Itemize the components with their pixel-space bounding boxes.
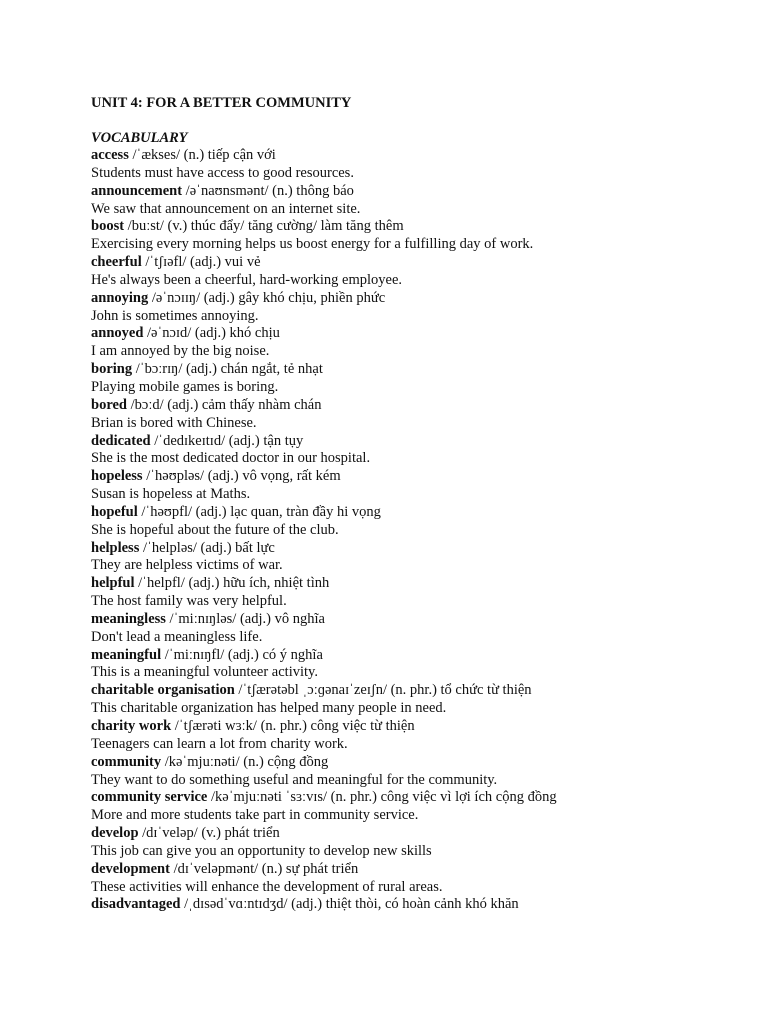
vocab-word: meaningless — [91, 610, 166, 627]
vocab-word: development — [91, 860, 170, 877]
vocab-definition: /ˈtʃærətəbl ˌɔːɡənaɪˈzeɪʃn/ (n. phr.) tổ chức từ thiện — [234, 682, 532, 699]
vocab-example: Exercising every morning helps us boost energy for a fulfilling day of work. — [91, 236, 534, 253]
vocab-entry — [91, 861, 751, 879]
vocab-definition: /ˈmiːnɪŋləs/ (adj.) vô nghĩa — [165, 610, 325, 627]
vocab-word: meaningful — [91, 646, 162, 663]
vocab-definition: /dɪˈveləp/ (v.) phát triển — [138, 825, 280, 842]
vocab-example: I am annoyed by the big noise. — [91, 343, 270, 360]
vocab-definition: /əˈnaʊnsmənt/ (n.) thông báo — [182, 182, 354, 199]
vocab-definition: /əˈnɔɪd/ (adj.) khó chịu — [143, 325, 280, 342]
vocab-entry — [91, 468, 751, 486]
vocab-entry — [91, 325, 751, 343]
vocab-definition: /dɪˈveləpmənt/ (n.) sự phát triển — [169, 860, 359, 877]
vocab-definition: /ˈhəʊpləs/ (adj.) vô vọng, rất kém — [142, 468, 341, 485]
vocab-word: cheerful — [91, 254, 142, 271]
vocab-example: They want to do something useful and meaningful for the community. — [91, 771, 498, 788]
vocab-entry — [91, 254, 751, 272]
vocab-word: community service — [91, 789, 208, 806]
vocab-example: She is the most dedicated doctor in our hospital. — [91, 450, 371, 467]
vocab-definition: /ˈhəʊpfl/ (adj.) lạc quan, tràn đầy hi vọng — [137, 503, 381, 520]
document-page — [91, 94, 751, 914]
vocab-example: This is a meaningful volunteer activity. — [91, 664, 318, 681]
vocab-example: She is hopeful about the future of the club. — [91, 521, 339, 538]
vocab-example: Brian is bored with Chinese. — [91, 414, 257, 431]
vocab-entry — [91, 433, 751, 451]
vocab-entry — [91, 290, 751, 308]
vocab-entry — [91, 218, 751, 236]
unit-title: UNIT 4: FOR A BETTER COMMUNITY — [91, 95, 352, 111]
vocab-entry — [91, 183, 751, 201]
vocab-entry — [91, 789, 751, 807]
vocab-entry — [91, 540, 751, 558]
vocab-example: John is sometimes annoying. — [91, 307, 259, 324]
vocab-definition: /ˈdedɪkeɪtɪd/ (adj.) tận tụy — [150, 432, 304, 449]
vocab-example: They are helpless victims of war. — [91, 557, 283, 574]
vocab-definition: /ˈækses/ (n.) tiếp cận với — [128, 147, 276, 163]
vocab-entry — [91, 575, 751, 593]
vocab-example: We saw that announcement on an internet site. — [91, 200, 361, 217]
vocab-definition: /bɔːd/ (adj.) cảm thấy nhàm chán — [127, 396, 322, 413]
vocab-word: helpless — [91, 539, 140, 556]
vocab-example: Students must have access to good resources. — [91, 164, 354, 181]
vocab-example: Playing mobile games is boring. — [91, 378, 279, 395]
vocab-definition: /ˌdɪsədˈvɑːntɪdʒd/ (adj.) thiệt thòi, có hoàn cảnh khó khăn — [180, 896, 519, 913]
vocab-word: bored — [91, 396, 127, 413]
vocab-entry — [91, 896, 751, 914]
vocab-word: develop — [91, 825, 139, 842]
vocab-entry — [91, 647, 751, 665]
vocab-definition: /ˈbɔːrɪŋ/ (adj.) chán ngắt, tẻ nhạt — [132, 361, 323, 378]
vocab-definition: /buːst/ (v.) thúc đẩy/ tăng cường/ làm tăng thêm — [124, 218, 404, 235]
vocab-definition: /ˈhelpləs/ (adj.) bất lực — [139, 539, 275, 556]
vocab-word: boring — [91, 361, 133, 378]
vocab-word: dedicated — [91, 432, 151, 449]
vocab-definition: /kəˈmjuːnəti/ (n.) cộng đồng — [161, 753, 329, 770]
vocab-word: charity work — [91, 718, 172, 734]
vocab-entry — [91, 611, 751, 629]
vocab-word: annoyed — [91, 325, 144, 342]
vocab-word: annoying — [91, 289, 149, 306]
vocab-example: The host family was very helpful. — [91, 593, 287, 610]
vocab-example: These activities will enhance the development of rural areas. — [91, 878, 443, 895]
vocab-entry — [91, 147, 751, 165]
vocab-word: boost — [91, 218, 125, 235]
vocab-word: access — [91, 147, 129, 163]
vocab-definition: /ˈmiːnɪŋfl/ (adj.) có ý nghĩa — [161, 646, 323, 663]
vocab-entry — [91, 825, 751, 843]
vocab-word: hopeless — [91, 468, 143, 485]
vocab-word: community — [91, 753, 162, 770]
vocabulary-list — [91, 147, 751, 914]
vocab-entry — [91, 397, 751, 415]
vocab-definition: /kəˈmjuːnəti ˈsɜːvɪs/ (n. phr.) công việc vì lợi ích cộng đồng — [207, 789, 557, 806]
section-heading: VOCABULARY — [91, 130, 188, 146]
vocab-entry — [91, 682, 751, 700]
vocab-word: helpful — [91, 575, 135, 592]
vocab-word: hopeful — [91, 503, 138, 520]
vocab-entry — [91, 361, 751, 379]
title-spacer — [91, 112, 751, 129]
vocab-word: disadvantaged — [91, 896, 181, 913]
vocab-definition: /ˈtʃærəti wɜːk/ (n. phr.) công việc từ thiện — [171, 718, 415, 734]
vocab-example: More and more students take part in community service. — [91, 807, 419, 824]
vocab-word: charitable organisation — [91, 682, 235, 699]
vocab-definition: /ˈtʃɪəfl/ (adj.) vui vẻ — [141, 254, 261, 271]
vocab-word: announcement — [91, 182, 183, 199]
vocab-example: Teenagers can learn a lot from charity work. — [91, 735, 348, 752]
vocab-example: This charitable organization has helped many people in need. — [91, 700, 447, 717]
vocab-example: Don't lead a meaningless life. — [91, 628, 263, 645]
vocab-entry — [91, 754, 751, 772]
vocab-example: He's always been a cheerful, hard-working employee. — [91, 271, 403, 288]
vocab-definition: /əˈnɔɪɪŋ/ (adj.) gây khó chịu, phiền phức — [148, 289, 386, 306]
vocab-entry — [91, 504, 751, 522]
vocab-definition: /ˈhelpfl/ (adj.) hữu ích, nhiệt tình — [134, 575, 330, 592]
vocab-example: This job can give you an opportunity to develop new skills — [91, 842, 432, 859]
vocab-example: Susan is hopeless at Maths. — [91, 486, 251, 503]
vocab-entry — [91, 718, 751, 736]
